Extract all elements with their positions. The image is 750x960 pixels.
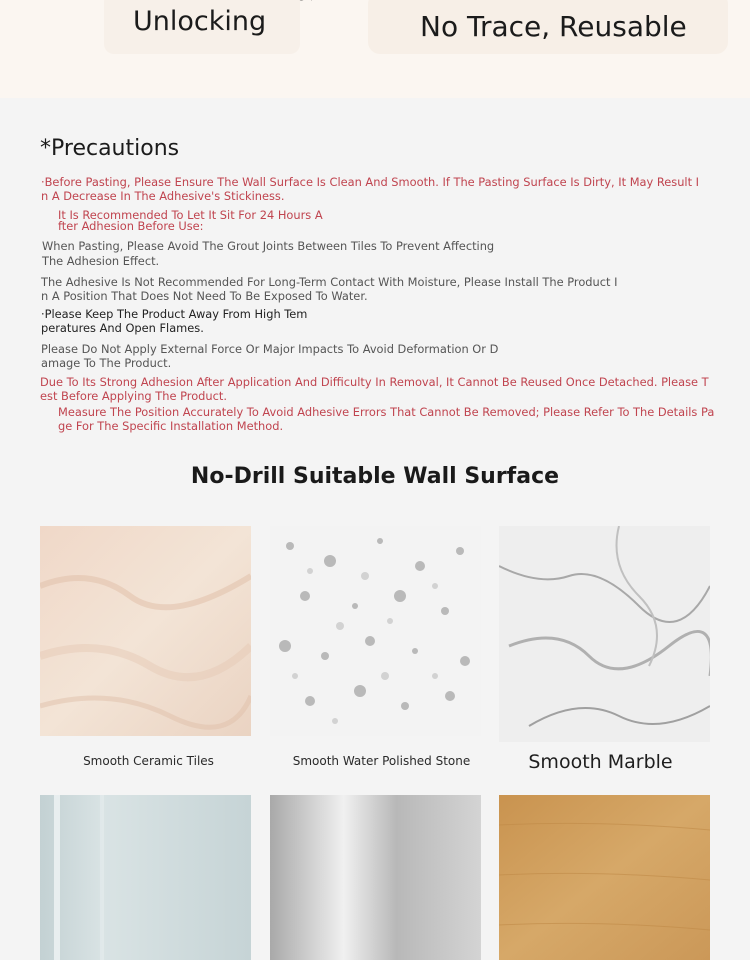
precaution-line: ·Please Keep The Product Away From High Tem [41,307,308,321]
precaution-line: The Adhesive Is Not Recommended For Long-Term Contact With Moisture, Please Install The Product I [41,275,618,289]
precaution-line: n A Position That Does Not Need To Be Exposed To Water. [41,289,368,303]
swatch-caption: Smooth Ceramic Tiles [83,754,214,768]
precaution-line: amage To The Product. [41,356,172,370]
precaution-line: ·Before Pasting, Please Ensure The Wall Surface Is Clean And Smooth. If The Pasting Surface Is Dirty, It May Result I [41,175,700,189]
precaution-line: n A Decrease In The Adhesive's Stickiness. [41,189,285,203]
precaution-line: Measure The Position Accurately To Avoid Adhesive Errors That Cannot Be Removed; Please Refer To The Details Pa [58,405,715,419]
wall-surface-title: No-Drill Suitable Wall Surface [190,464,560,489]
precaution-line: Please Do Not Apply External Force Or Major Impacts To Avoid Deformation Or D [41,342,499,356]
precaution-line: When Pasting, Please Avoid The Grout Joints Between Tiles To Prevent Affecting [42,239,495,253]
precautions-title: *Precautions [40,136,180,161]
precaution-line: Due To Its Strong Adhesion After Application And Difficulty In Removal, It Cannot Be Reused Once Detached. Please T [40,375,709,389]
stainless-steel-swatch [270,795,481,960]
marble-swatch [499,526,710,742]
ceramic-tile-swatch [40,526,251,736]
precaution-line: ge For The Specific Installation Method. [58,419,284,433]
wood-swatch [499,795,710,960]
precaution-line: est Before Applying The Product. [40,389,227,403]
water-polished-stone-swatch [270,526,481,736]
precaution-line: It Is Recommended To Let It Sit For 24 Hours A [58,208,323,222]
precaution-line: The Adhesion Effect. [42,254,160,268]
glass-swatch [40,795,251,960]
swatch-caption: Smooth Water Polished Stone [292,754,471,768]
precaution-line: peratures And Open Flames. [41,321,204,335]
no-trace-label: No Trace, Reusable [420,10,687,43]
precaution-line: fter Adhesion Before Use: [58,219,204,233]
swatch-caption: Smooth Marble [528,751,673,773]
unlocking-label: Unlocking [133,6,267,37]
hook-icon [280,0,328,4]
